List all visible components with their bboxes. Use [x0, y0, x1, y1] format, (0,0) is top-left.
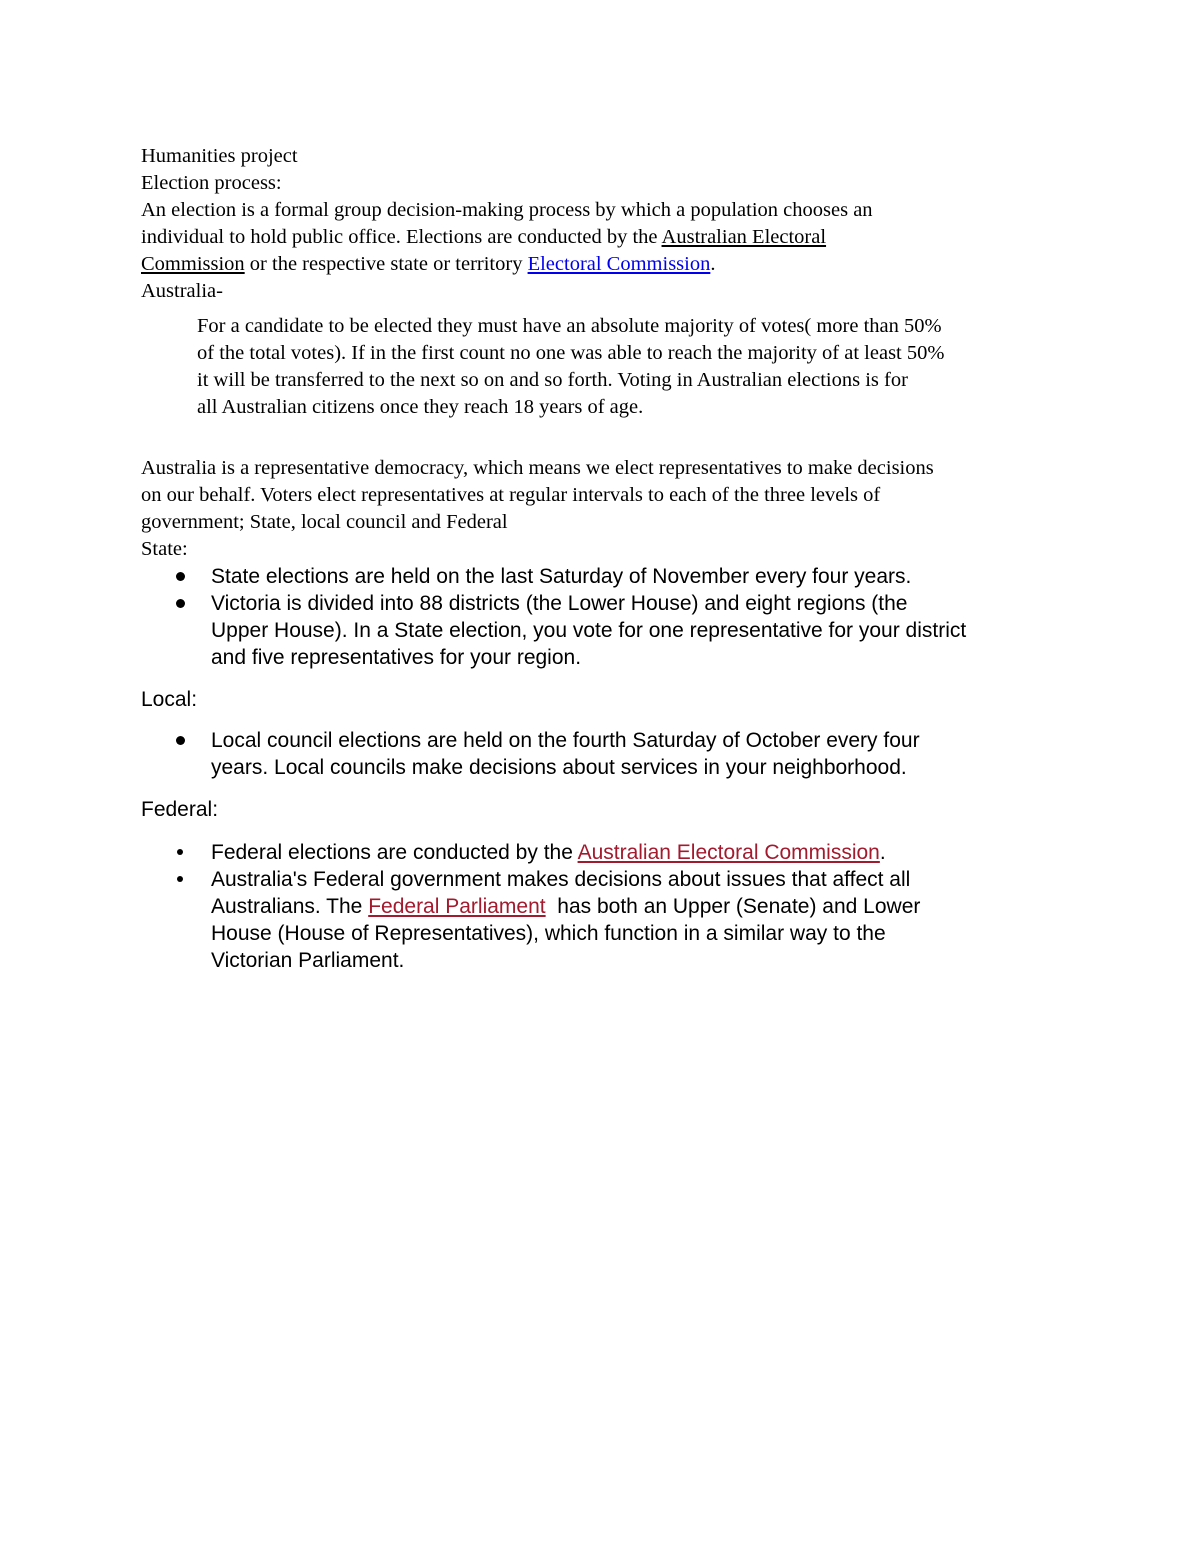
- bullet-icon: [176, 599, 185, 608]
- federal-bullet-2-line-3: House (House of Representatives), which function in a similar way to the: [211, 922, 886, 945]
- local-heading: Local:: [141, 688, 198, 711]
- state-bullet-1-text: State elections are held on the last Saturday of November every four years.: [211, 565, 912, 588]
- local-heading-block: [141, 686, 197, 713]
- intro-line-2-text: individual to hold public office. Elections are conducted by the: [141, 226, 662, 248]
- federal-bullet-1-line: [211, 839, 886, 866]
- bullet-icon: [177, 876, 183, 882]
- federal-heading-block: [141, 796, 218, 823]
- bullet-icon: [177, 849, 183, 855]
- bullet-icon: [176, 572, 185, 581]
- intro-line-3-end: .: [710, 253, 716, 275]
- quote-line-2: of the total votes). If in the first count no one was able to reach the majority of at least 50%: [197, 342, 945, 364]
- democracy-line-3: government; State, local council and Federal: [141, 511, 508, 533]
- state-bullet-2: [211, 590, 966, 671]
- local-bullet-1: [211, 727, 920, 781]
- quote-line-3: it will be transferred to the next so on and so forth. Voting in Australian elections is for: [197, 369, 908, 391]
- state-bullet-2-line-3: and five representatives for your region.: [211, 646, 582, 669]
- intro-line-1: An election is a formal group decision-making process by which a population chooses an: [141, 199, 873, 221]
- federal-bullet-1-end: .: [879, 841, 886, 864]
- document-title: Humanities project: [141, 145, 298, 167]
- intro-line-2: [141, 224, 873, 251]
- aec-link-part-2[interactable]: Commission: [141, 253, 245, 275]
- federal-bullet-1: [211, 839, 886, 866]
- aec-link-part-1[interactable]: Australian Electoral: [661, 226, 827, 248]
- federal-bullet-2: [211, 866, 920, 974]
- bullet-icon: [176, 736, 185, 745]
- state-bullet-1: [211, 563, 911, 590]
- state-bullet-2-line-1: Victoria is divided into 88 districts (the Lower House) and eight regions (the: [211, 592, 908, 615]
- federal-heading: Federal:: [141, 798, 219, 821]
- federal-parliament-link[interactable]: Federal Parliament: [368, 895, 546, 918]
- federal-bullet-2-text-a: Australians. The: [211, 895, 369, 918]
- federal-bullet-2-line-4: Victorian Parliament.: [211, 949, 405, 972]
- aec-federal-link[interactable]: Australian Electoral Commission: [577, 841, 880, 864]
- federal-bullet-2-line-2: [211, 893, 920, 920]
- state-bullet-2-line-2: Upper House). In a State election, you vote for one representative for your district: [211, 619, 967, 642]
- document-title-block: [141, 143, 873, 305]
- democracy-line-2: on our behalf. Voters elect representatives at regular intervals to each of the three levels of: [141, 484, 881, 506]
- democracy-line-1: Australia is a representative democracy, which means we elect representatives to make decisions: [141, 457, 934, 479]
- intro-line-3-text: or the respective state or territory: [244, 253, 528, 275]
- document-subtitle: Election process:: [141, 172, 282, 194]
- quote-line-1: For a candidate to be elected they must have an absolute majority of votes( more than 50%: [197, 315, 942, 337]
- intro-line-3: [141, 251, 873, 278]
- federal-bullet-1-text: Federal elections are conducted by the: [211, 841, 578, 864]
- australia-heading: Australia-: [141, 280, 223, 302]
- local-bullet-1-line-1: Local council elections are held on the fourth Saturday of October every four: [211, 729, 920, 752]
- electoral-commission-link[interactable]: Electoral Commission: [527, 253, 711, 275]
- quote-line-4: all Australian citizens once they reach 18 years of age.: [197, 396, 644, 418]
- state-heading: State:: [141, 538, 188, 560]
- federal-bullet-2-text-b: has both an Upper (Senate) and Lower: [545, 895, 921, 918]
- voting-quote-block: [197, 313, 944, 421]
- democracy-paragraph: [141, 455, 934, 563]
- local-bullet-1-line-2: years. Local councils make decisions about services in your neighborhood.: [211, 756, 907, 779]
- federal-bullet-2-line-1: Australia's Federal government makes decisions about issues that affect all: [211, 868, 911, 891]
